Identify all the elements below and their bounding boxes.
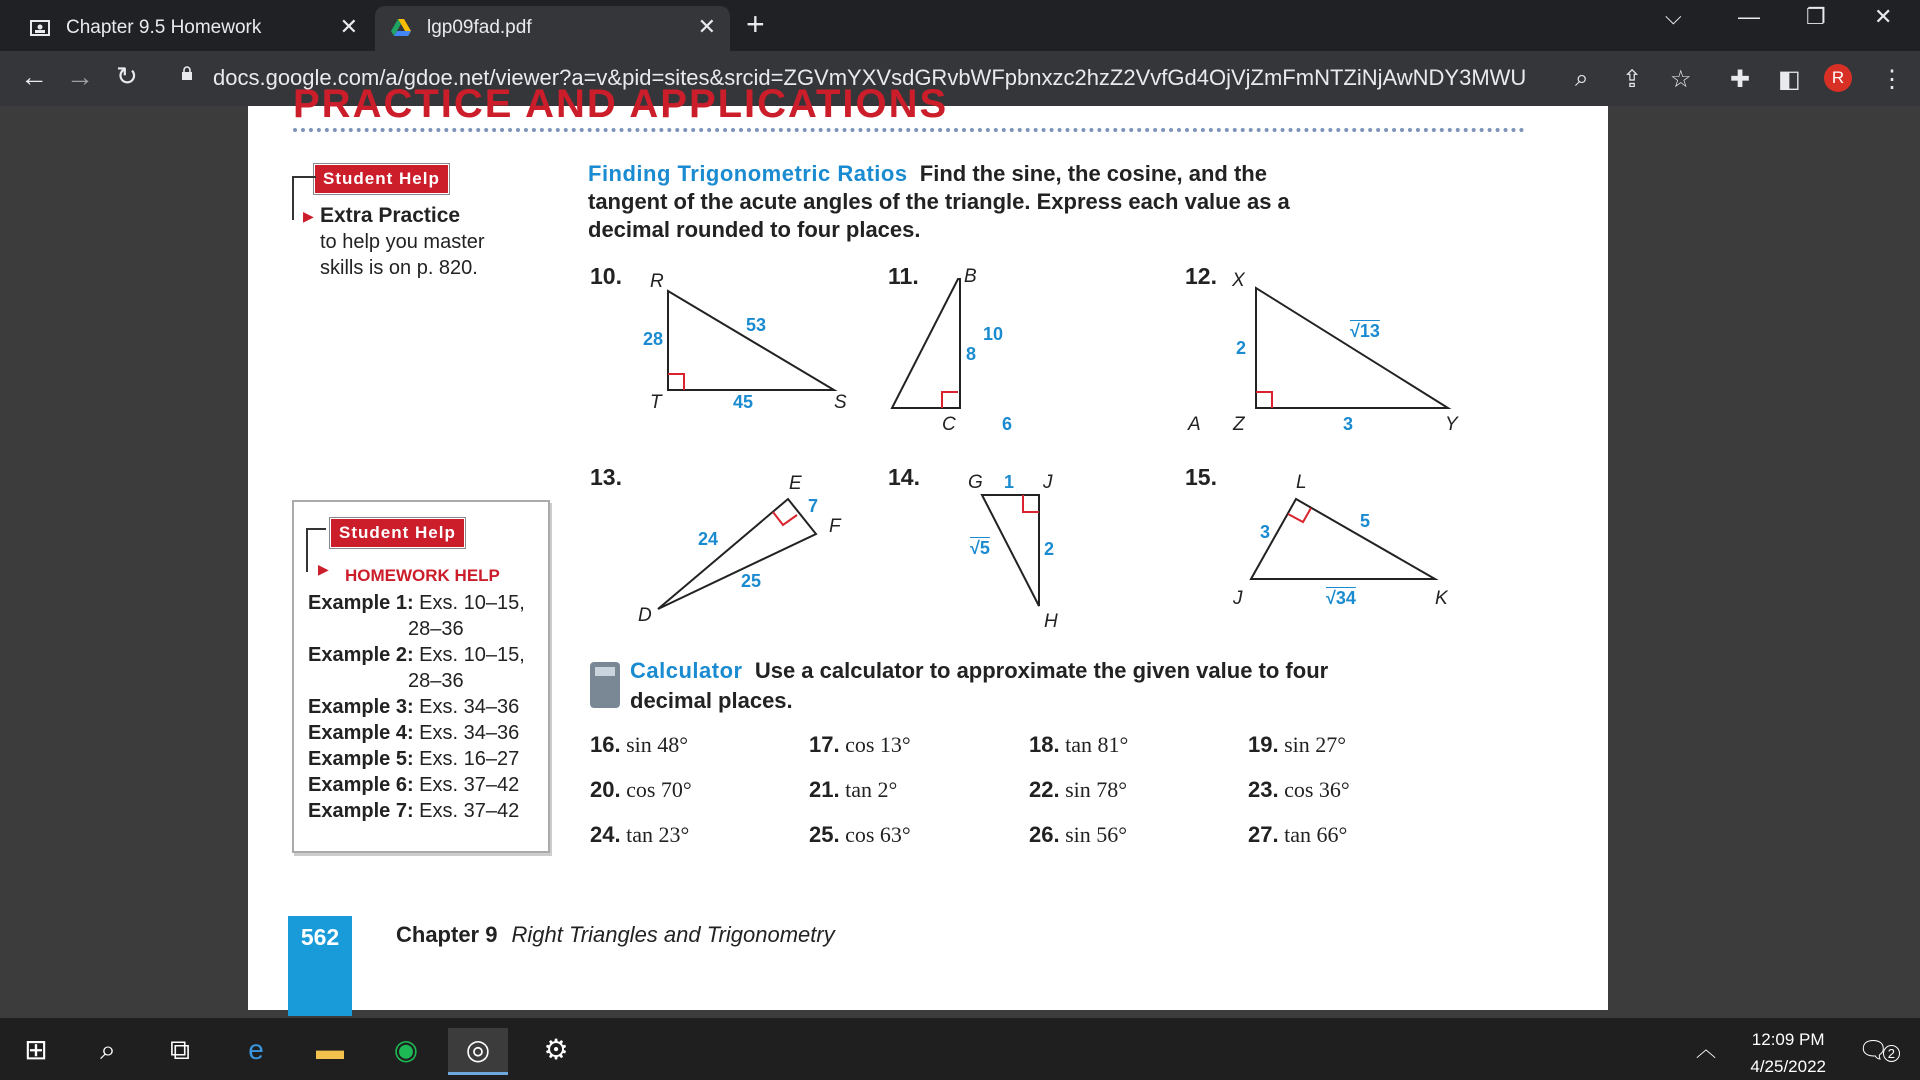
forward-button[interactable]: → [66, 61, 94, 92]
example-line: Example 4: Exs. 34–36 [308, 722, 520, 744]
calculator-instructions [630, 656, 1328, 716]
trig-instructions-line1: Finding Trigonometric Ratios Find the sine, the cosine, and the [588, 161, 1267, 186]
footer-chapter: Chapter 9 [396, 922, 498, 947]
minimize-button[interactable]: — [1738, 4, 1760, 29]
vertex-label: S [834, 392, 847, 413]
task-view-icon[interactable]: ⧉ [170, 1034, 190, 1065]
student-help-badge: Student Help [330, 518, 465, 548]
windows-start-icon[interactable]: ⊞ [24, 1034, 48, 1065]
problem: 19. sin 27° [1248, 732, 1347, 757]
tab-chapter-homework[interactable] [14, 6, 372, 51]
side-length: 6 [1002, 414, 1013, 434]
side-length: √5 [970, 538, 990, 558]
problem: 23. cos 36° [1248, 777, 1350, 802]
calculator-icon [590, 662, 620, 708]
student-help-badge: Student Help [314, 164, 449, 194]
url-text: docs.google.com/a/gdoe.net/viewer?a=v&pid=sites&srcid=ZGVmYXVsdGRvbWFpbnxzc2hzZ2VvfGd4OjVjZmFmNTZiNjAwNDY3MWU [213, 65, 1527, 90]
side-length: 10 [983, 324, 1004, 344]
footer-title: Right Triangles and Trigonometry [511, 922, 835, 947]
close-window-button[interactable]: ✕ [1874, 4, 1893, 29]
spotify-icon[interactable]: ◉ [393, 1034, 419, 1065]
vertex-label: L [1296, 472, 1307, 493]
vertex-label: H [1044, 611, 1058, 632]
vertex-label: T [650, 392, 662, 413]
clock-time: 12:09 PM [1751, 1030, 1825, 1049]
triangle-13 [658, 499, 816, 609]
arrow-icon: ▶ [303, 208, 314, 224]
triangle-12 [1256, 288, 1448, 408]
problem: 20. cos 70° [590, 777, 692, 802]
problem: 25. cos 63° [809, 822, 911, 847]
section-label: Finding Trigonometric Ratios [588, 161, 908, 186]
side-length: 45 [733, 392, 754, 412]
profile-avatar[interactable]: R [1824, 64, 1852, 92]
problem: 18. tan 81° [1029, 732, 1129, 757]
example-line: Example 7: Exs. 37–42 [308, 800, 520, 822]
section-label: Calculator [630, 658, 743, 683]
extensions-icon[interactable]: ✚ [1730, 66, 1751, 93]
tab-title: lgp09fad.pdf [427, 17, 532, 38]
problem: 24. tan 23° [590, 822, 690, 847]
side-length: 5 [1360, 511, 1371, 531]
back-button[interactable]: ← [20, 61, 48, 92]
problem: 21. tan 2° [809, 777, 898, 802]
vertex-label: D [638, 605, 652, 626]
chrome-icon[interactable]: ◎ [448, 1028, 508, 1075]
side-length: 2 [1044, 539, 1055, 559]
vertex-label: R [650, 271, 664, 292]
page-number: 562 [288, 916, 352, 1016]
side-length: 1 [1004, 472, 1015, 492]
arrow-icon: ▶ [318, 561, 329, 577]
example-line: Example 2: Exs. 10–15, [308, 644, 525, 666]
vertex-label: X [1232, 270, 1245, 291]
side-panel-icon[interactable]: ◧ [1778, 66, 1801, 93]
bookmark-star-icon[interactable]: ☆ [1670, 66, 1692, 93]
edge-icon[interactable]: e [248, 1034, 264, 1065]
vertex-label: Z [1233, 414, 1245, 435]
problem: 22. sin 78° [1029, 777, 1128, 802]
extra-practice-text: to help you master [320, 231, 485, 253]
tab-title: Chapter 9.5 Homework [66, 17, 262, 38]
trig-instructions-line3: decimal rounded to four places. [588, 217, 921, 242]
extra-practice-text: skills is on p. 820. [320, 257, 478, 279]
tab-pdf[interactable] [375, 6, 730, 51]
notification-count: 2 [1883, 1045, 1900, 1062]
pdf-viewer [0, 82, 1920, 1018]
exercise-number: 14. [888, 464, 920, 490]
tab-search-icon[interactable]: ⌵ [1665, 4, 1682, 29]
vertex-label-A: A [1188, 414, 1201, 435]
side-length: 3 [1260, 522, 1271, 542]
problem: 16. sin 48° [590, 732, 689, 757]
page-footer [396, 922, 835, 948]
settings-gear-icon[interactable]: ⚙ [543, 1034, 569, 1065]
exercise-number: 15. [1185, 464, 1217, 490]
close-icon[interactable]: ✕ [339, 14, 358, 39]
vertex-label: C [942, 414, 956, 435]
zoom-icon[interactable]: ⌕ [1575, 65, 1589, 92]
notification-icon[interactable]: 🗨2 [1858, 1036, 1900, 1065]
calculator-instructions-line1: Calculator Use a calculator to approximate the given value to four [630, 658, 1329, 683]
file-explorer-icon[interactable]: ▬ [316, 1034, 344, 1065]
example-line: Example 1: Exs. 10–15, [308, 592, 525, 614]
search-icon[interactable]: ⌕ [100, 1034, 116, 1065]
exercise-number: 10. [590, 263, 622, 289]
close-icon[interactable]: ✕ [697, 14, 716, 39]
example-line: 28–36 [408, 670, 464, 692]
classroom-icon [30, 18, 50, 38]
vertex-label: J [1043, 472, 1053, 493]
vertex-label: F [829, 516, 841, 537]
chevron-up-icon[interactable]: ︿ [1696, 1039, 1716, 1061]
example-line: Example 6: Exs. 37–42 [308, 774, 520, 796]
vertex-label: B [964, 266, 977, 287]
share-icon[interactable]: ⇪ [1622, 66, 1643, 93]
problem: 17. cos 13° [809, 732, 911, 757]
vertex-label: Y [1445, 414, 1458, 435]
side-length: √13 [1350, 321, 1380, 341]
triangle-10 [668, 291, 834, 390]
trig-instructions-line2: tangent of the acute angles of the triangle. Express each value as a [588, 189, 1290, 214]
example-line: Example 3: Exs. 34–36 [308, 696, 520, 718]
menu-icon[interactable]: ⋮ [1880, 66, 1904, 93]
problem: 27. tan 66° [1248, 822, 1348, 847]
restore-button[interactable]: ❐ [1806, 4, 1826, 29]
vertex-label: J [1233, 588, 1243, 609]
section-heading: PRACTICE AND APPLICATIONS [293, 82, 949, 126]
extra-practice-title: Extra Practice [320, 204, 461, 227]
new-tab-button[interactable]: + [746, 6, 765, 42]
example-line: 28–36 [408, 618, 464, 640]
side-length: 2 [1236, 338, 1247, 358]
side-length: 8 [966, 344, 977, 364]
lock-icon [181, 66, 193, 80]
side-length: √34 [1326, 588, 1356, 608]
browser-toolbar [0, 51, 1920, 106]
reload-button[interactable]: ↻ [116, 61, 138, 91]
side-length: 24 [698, 529, 719, 549]
vertex-label: G [968, 472, 983, 493]
side-length: 28 [643, 329, 664, 349]
vertex-label: K [1435, 588, 1448, 609]
triangle-11 [892, 279, 960, 408]
pdf-page [248, 82, 1608, 1010]
clock-date: 4/25/2022 [1750, 1057, 1826, 1076]
side-length: 7 [808, 496, 819, 516]
side-length: 25 [741, 571, 762, 591]
tab-strip [0, 0, 1920, 51]
triangle-14 [982, 495, 1039, 606]
vertex-label: E [789, 473, 802, 494]
triangle-15 [1251, 499, 1435, 579]
calculator-instructions-line2: decimal places. [630, 688, 793, 713]
google-drive-icon [391, 18, 411, 38]
exercise-number: 11. [888, 263, 919, 289]
side-length: 53 [746, 315, 767, 335]
exercise-number: 12. [1185, 263, 1217, 289]
triangle-figures [248, 106, 1608, 1010]
windows-taskbar [0, 1018, 1920, 1080]
example-line: Example 5: Exs. 16–27 [308, 748, 520, 770]
taskbar-clock[interactable] [1750, 1026, 1826, 1080]
problem: 26. sin 56° [1029, 822, 1128, 847]
homework-help-title: HOMEWORK HELP [345, 566, 500, 585]
side-length: 3 [1343, 414, 1354, 434]
exercise-number: 13. [590, 464, 622, 490]
